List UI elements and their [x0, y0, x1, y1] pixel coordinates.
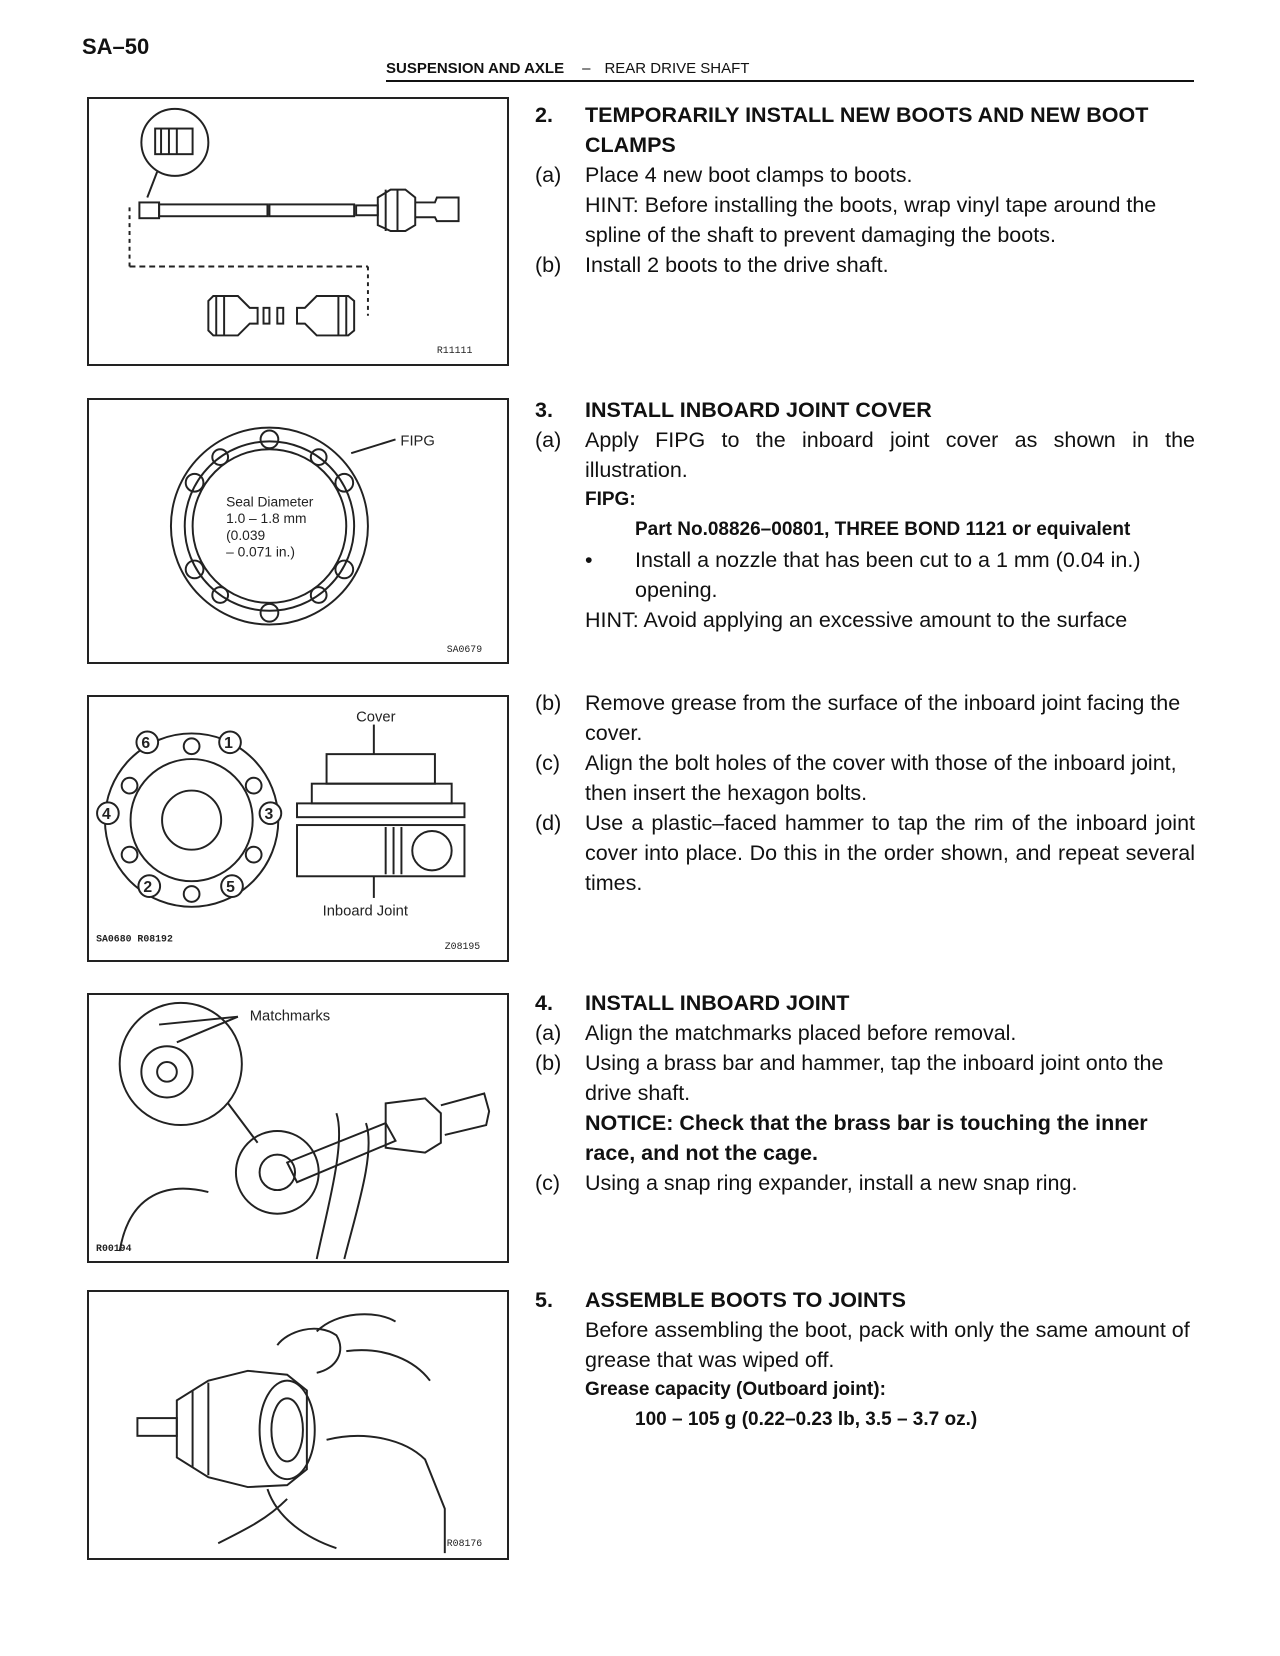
figure-cover-tap-order [87, 695, 509, 962]
step-3-continued [535, 688, 1195, 898]
step-4-heading [535, 988, 1195, 1018]
figure-drive-shaft-boots [87, 97, 509, 366]
fipg-label: FIPG [400, 433, 435, 450]
cover-label: Cover [356, 709, 396, 726]
step-3-hint: HINT: Avoid applying an excessive amount to the surface [585, 608, 1128, 632]
fig2-code: SA0679 [446, 644, 483, 656]
header-subsection: REAR DRIVE SHAFT [604, 60, 750, 77]
step-4 [535, 988, 1195, 1198]
bullet-mark: • [585, 548, 593, 572]
step-3a [535, 425, 1195, 485]
step-2-title: TEMPORARILY INSTALL NEW BOOTS AND NEW BOOT CLAMPS [585, 103, 1149, 157]
step-2b-text: Install 2 boots to the drive shaft. [585, 253, 889, 277]
step-2a-text: Place 4 new boot clamps to boots. [585, 163, 913, 187]
fig5-code: R08176 [446, 1538, 483, 1550]
order-4: 4 [101, 806, 111, 824]
order-6: 6 [141, 735, 151, 753]
step-2a-hint: HINT: Before installing the boots, wrap vinyl tape around the spline of the shaft to prevent damaging the boots. [585, 193, 1157, 247]
order-3: 3 [264, 806, 274, 824]
seal-line-4: – 0.071 in.) [226, 544, 295, 560]
step-3c-label: (c) [535, 751, 561, 775]
fipg-part-number: Part No.08826–00801, THREE BOND 1121 or equivalent [635, 519, 1131, 540]
step-4-title: INSTALL INBOARD JOINT [585, 991, 850, 1015]
step-3-heading [535, 395, 1195, 425]
step-4-number: 4. [535, 991, 553, 1015]
step-4a [535, 1018, 1195, 1048]
step-4a-text: Align the matchmarks placed before removal. [585, 1021, 1017, 1045]
step-2a-label: (a) [535, 163, 562, 187]
fig4-code: R00194 [96, 1243, 132, 1255]
step-3b-label: (b) [535, 691, 562, 715]
nozzle-text: Install a nozzle that has been cut to a 1 mm (0.04 in.) opening. [635, 548, 1141, 602]
nozzle-bullet [535, 545, 1195, 605]
seal-line-3: (0.039 [226, 527, 266, 543]
step-4b [535, 1048, 1195, 1108]
boot-assembly-illustration [89, 1292, 507, 1558]
figure-inboard-joint-cover-fipg [87, 398, 509, 664]
grease-capacity-label: Grease capacity (Outboard joint): [585, 1379, 886, 1400]
fig1-code: R11111 [436, 345, 473, 357]
seal-line-1: Seal Diameter [226, 494, 314, 510]
step-2b [535, 250, 1195, 280]
grease-capacity-value: 100 – 105 g (0.22–0.23 lb, 3.5 – 3.7 oz.) [635, 1409, 978, 1430]
step-3a-text: Apply FIPG to the inboard joint cover as shown in the illustration. [585, 428, 1195, 482]
inboard-joint-label: Inboard Joint [322, 903, 409, 920]
seal-line-2: 1.0 – 1.8 mm [226, 511, 307, 527]
step-3 [535, 395, 1195, 635]
step-3b-text: Remove grease from the surface of the inboard joint facing the cover. [585, 691, 1181, 745]
step-3a-label: (a) [535, 428, 562, 452]
step-3c-text: Align the bolt holes of the cover with those of the inboard joint, then insert the hexagon bolts. [585, 751, 1177, 805]
step-5-number: 5. [535, 1288, 553, 1312]
step-3c [535, 748, 1195, 808]
joint-cover-illustration [89, 400, 507, 662]
step-3d [535, 808, 1195, 898]
step-4c-text: Using a snap ring expander, install a new snap ring. [585, 1171, 1078, 1195]
step-3-number: 3. [535, 398, 553, 422]
order-5: 5 [226, 879, 235, 897]
step-4b-label: (b) [535, 1051, 562, 1075]
header-section: SUSPENSION AND AXLE [386, 60, 565, 77]
step-4a-label: (a) [535, 1021, 562, 1045]
step-2-heading [535, 100, 1195, 160]
step-2b-label: (b) [535, 253, 562, 277]
page-header [386, 60, 749, 77]
step-2-number: 2. [535, 103, 553, 127]
step-3d-text: Use a plastic–faced hammer to tap the rim of the inboard joint cover into place. Do this in the order shown, and repeat several times. [585, 811, 1195, 895]
page-number: SA–50 [82, 34, 150, 59]
step-5-title: ASSEMBLE BOOTS TO JOINTS [585, 1288, 906, 1312]
step-2 [535, 100, 1195, 280]
order-1: 1 [224, 735, 233, 753]
step-5 [535, 1285, 1195, 1435]
drive-shaft-illustration [89, 99, 507, 364]
header-rule [386, 80, 1194, 82]
step-5-heading [535, 1285, 1195, 1315]
fig3-code-right: Z08195 [444, 941, 481, 953]
tap-order-illustration [89, 697, 507, 960]
fipg-label-text: FIPG: [585, 489, 636, 510]
step-4-notice: NOTICE: Check that the brass bar is touching the inner race, and not the cage. [585, 1111, 1148, 1165]
step-4c-label: (c) [535, 1171, 561, 1195]
figure-install-inboard-joint [87, 993, 509, 1263]
step-4c [535, 1168, 1195, 1198]
hammer-illustration [89, 995, 507, 1261]
step-4b-text: Using a brass bar and hammer, tap the inboard joint onto the drive shaft. [585, 1051, 1164, 1105]
step-3d-label: (d) [535, 811, 562, 835]
header-separator: – [582, 60, 591, 77]
figure-assemble-boots [87, 1290, 509, 1560]
step-3-title: INSTALL INBOARD JOINT COVER [585, 398, 932, 422]
step-5-text: Before assembling the boot, pack with only the same amount of grease that was wiped off. [585, 1318, 1190, 1372]
order-2: 2 [143, 879, 153, 897]
step-3b [535, 688, 1195, 748]
matchmarks-label: Matchmarks [249, 1008, 331, 1025]
fig3-code-left: SA0680 R08192 [96, 933, 173, 945]
step-2a [535, 160, 1195, 190]
